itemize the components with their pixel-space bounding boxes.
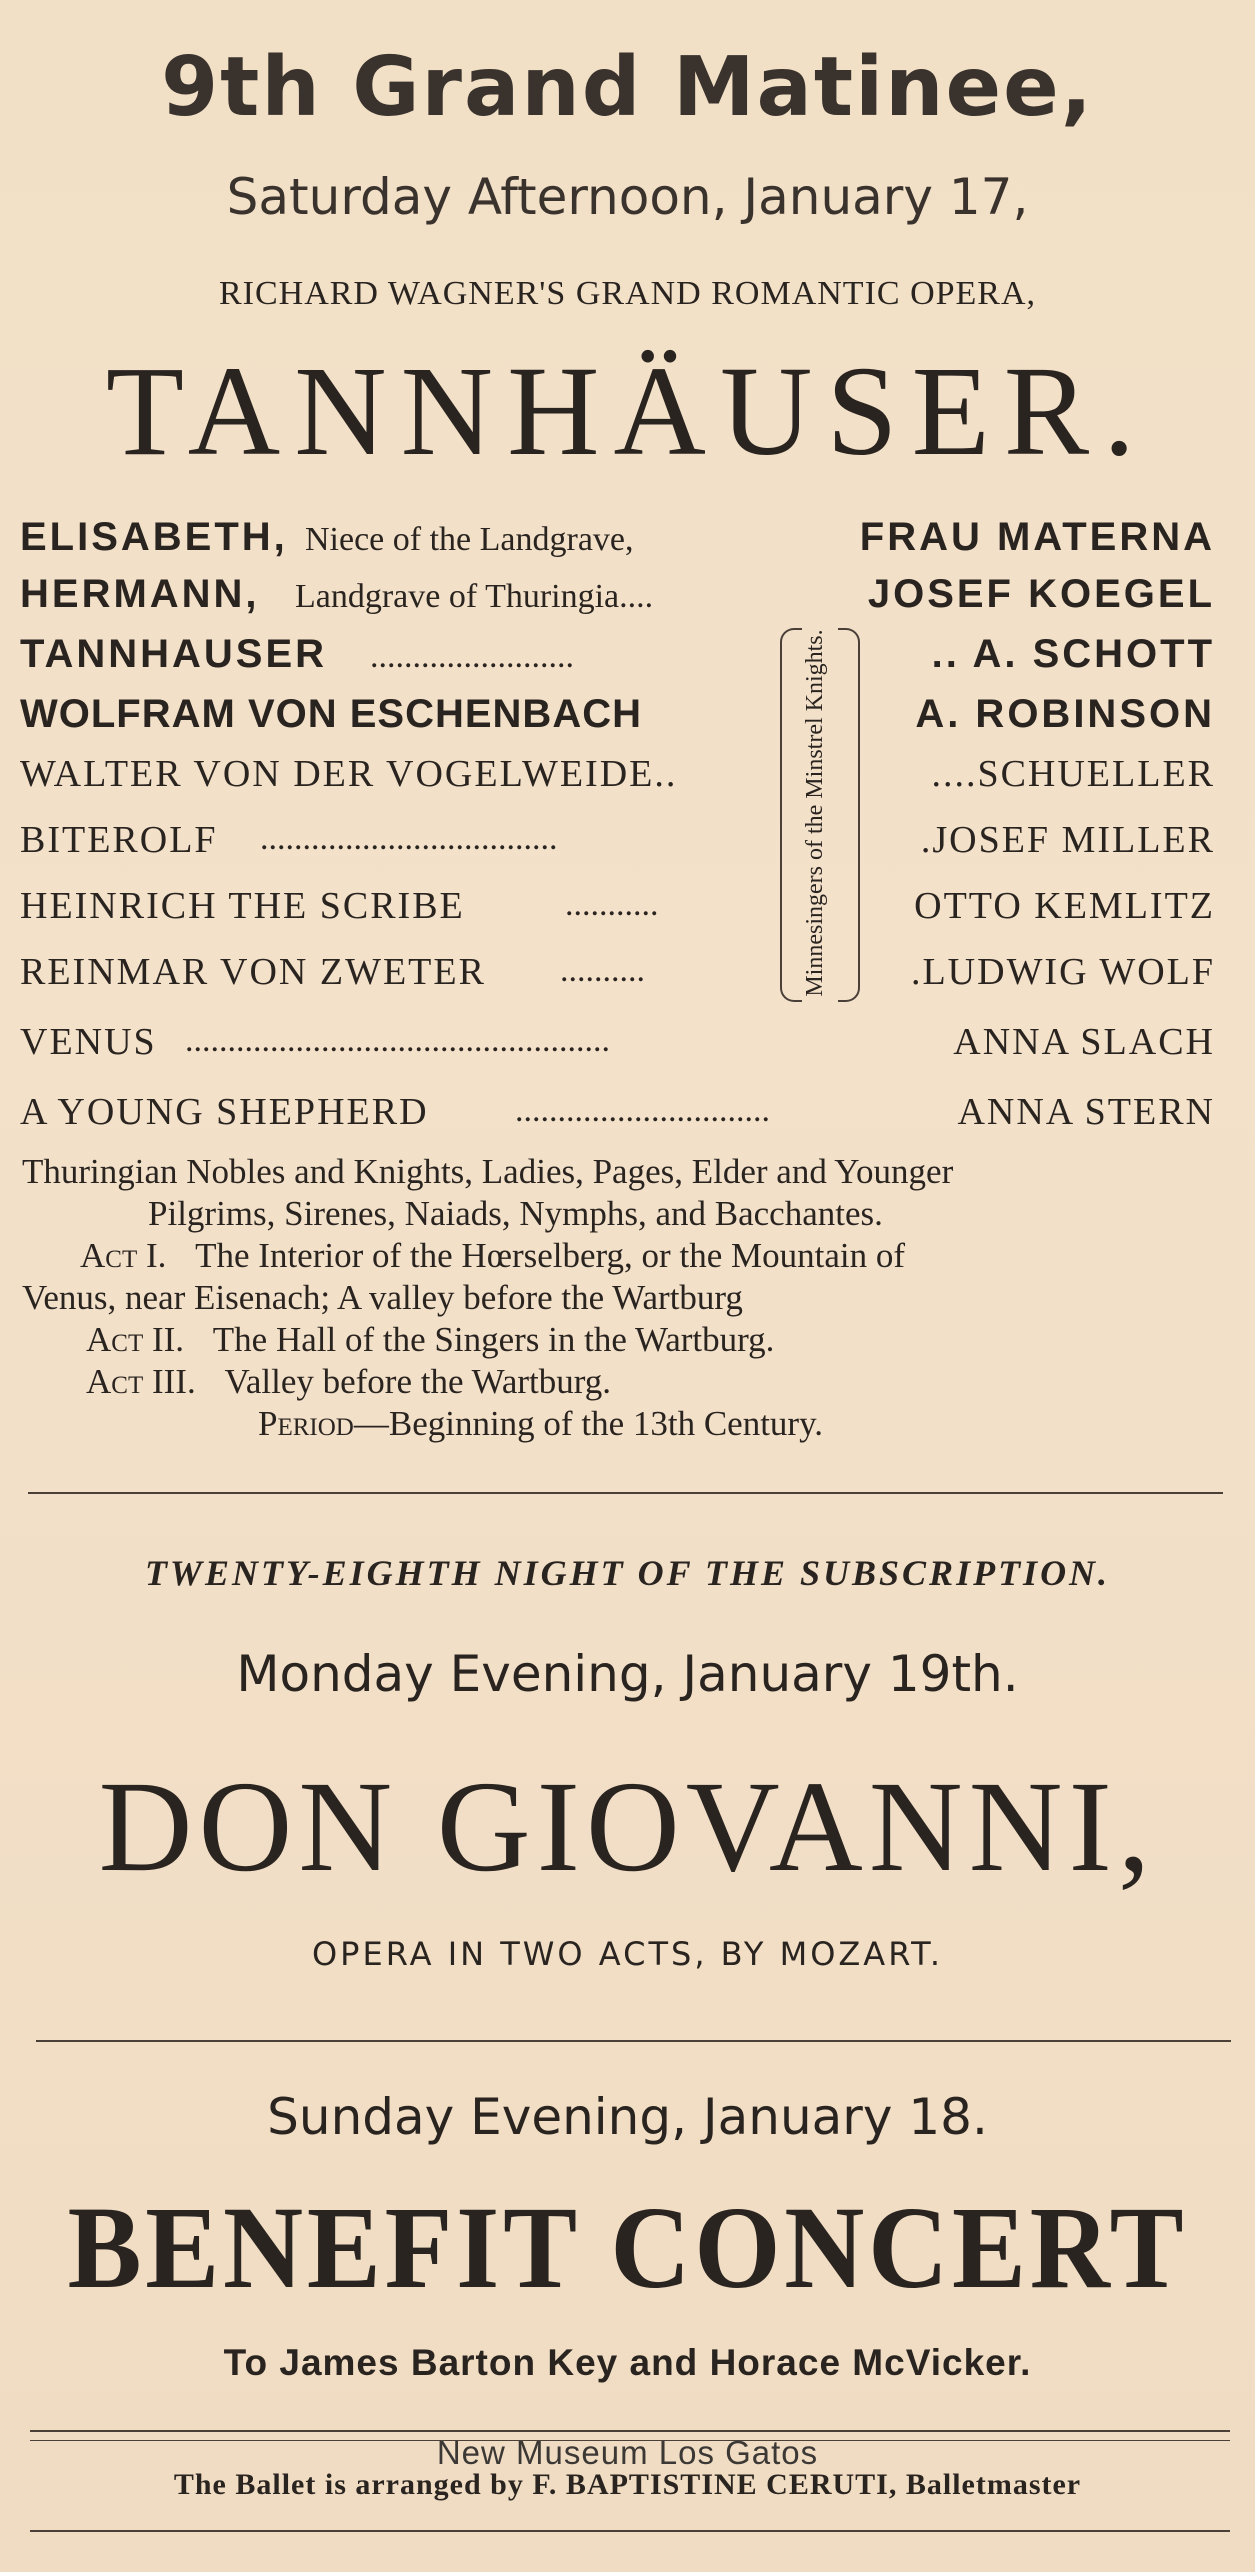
- minnesingers-label: Minnesingers of the Minstrel Knights.: [802, 629, 828, 997]
- benefit-date: Sunday Evening, January 18.: [267, 2088, 988, 2146]
- cast-role: WALTER VON DER VOGELWEIDE..: [20, 753, 678, 795]
- cast-row: [20, 515, 1215, 575]
- cast-dots: ........................: [370, 638, 574, 675]
- cast-role: HEINRICH THE SCRIBE: [20, 885, 465, 927]
- matinee-subtitle: RICHARD WAGNER'S GRAND ROMANTIC OPERA,: [218, 275, 1037, 312]
- period-text: —Beginning of the 13th Century.: [353, 1404, 824, 1443]
- cast-dots: ..........: [560, 952, 645, 989]
- cast-actor: .JOSEF MILLER: [920, 819, 1215, 861]
- cast-actor: OTTO KEMLITZ: [914, 885, 1215, 927]
- cast-dots: ...........: [565, 886, 659, 923]
- cast-row: [20, 632, 1215, 692]
- cast-actor: ANNA STERN: [957, 1091, 1215, 1133]
- left-brace: [780, 628, 802, 1002]
- divider: [28, 1492, 1223, 1494]
- cast-role: HERMANN,: [20, 572, 260, 616]
- chorus-line-2: Pilgrims, Sirenes, Naiads, Nymphs, and Bacchantes.: [148, 1194, 883, 1233]
- benefit-description: To James Barton Key and Horace McVicker.: [223, 2342, 1032, 2383]
- act3-row: [86, 1362, 611, 1402]
- cast-role: WOLFRAM VON ESCHENBACH: [20, 692, 642, 736]
- cast-actor: ANNA SLACH: [953, 1021, 1215, 1063]
- act1-continued: Venus, near Eisenach; A valley before the Wartburg: [22, 1278, 743, 1317]
- cast-role: TANNHAUSER: [20, 632, 328, 676]
- divider: [30, 2430, 1230, 2432]
- cast-actor: FRAU MATERNA: [859, 515, 1215, 559]
- cast-actor: A. ROBINSON: [915, 692, 1215, 736]
- cast-role: ELISABETH,: [20, 515, 288, 559]
- subscription-subtitle: TWENTY-EIGHTH NIGHT OF THE SUBSCRIPTION.: [144, 1553, 1111, 1593]
- matinee-heading: 9th Grand Matinee,: [161, 40, 1094, 135]
- cast-role-desc: Niece of the Landgrave,: [305, 521, 634, 558]
- don-description: OPERA IN TWO ACTS, BY MOZART.: [311, 1935, 944, 1973]
- divider: [36, 2040, 1231, 2042]
- act1-row: [80, 1236, 905, 1276]
- cast-actor: .LUDWIG WOLF: [910, 951, 1215, 993]
- act3-text: Valley before the Wartburg.: [224, 1362, 612, 1401]
- chorus-line-1: Thuringian Nobles and Knights, Ladies, Pages, Elder and Younger: [22, 1152, 954, 1191]
- cast-row: [20, 884, 1215, 944]
- cast-row: [20, 572, 1215, 632]
- cast-role-desc: Landgrave of Thuringia....: [295, 578, 654, 615]
- matinee-date: Saturday Afternoon, January 17,: [226, 168, 1029, 226]
- benefit-title: BENEFIT CONCERT: [67, 2182, 1188, 2313]
- cast-role: VENUS: [20, 1021, 157, 1063]
- act2-label: Act II.: [86, 1320, 185, 1359]
- cast-dots: ..................................................: [185, 1022, 610, 1059]
- cast-dots: ..............................: [515, 1092, 770, 1129]
- cast-row: [20, 1020, 1215, 1080]
- tannhauser-title: TANNHÄUSER.: [105, 340, 1150, 482]
- period-row: [258, 1404, 823, 1444]
- cast-row: [20, 818, 1215, 878]
- cast-dots: ...................................: [260, 820, 558, 857]
- act2-row: [86, 1320, 774, 1360]
- cast-actor: ....SCHUELLER: [931, 753, 1215, 795]
- period-label: Period: [258, 1404, 354, 1443]
- cast-row: [20, 1090, 1215, 1150]
- museum-watermark: New Museum Los Gatos: [436, 2434, 819, 2471]
- cast-role: A YOUNG SHEPHERD: [20, 1091, 429, 1133]
- act1-label: Act I.: [80, 1236, 167, 1275]
- cast-row: [20, 950, 1215, 1010]
- cast-role: BITEROLF: [20, 819, 218, 861]
- act1-text: The Interior of the Hœrselberg, or the Mountain of: [195, 1236, 905, 1275]
- cast-row: [20, 752, 1215, 812]
- act2-text: The Hall of the Singers in the Wartburg.: [212, 1320, 775, 1359]
- act3-label: Act III.: [86, 1362, 196, 1401]
- don-date: Monday Evening, January 19th.: [236, 1645, 1019, 1703]
- divider: [30, 2530, 1230, 2532]
- ballet-credit: The Ballet is arranged by F. BAPTISTINE CERUTI, Balletmaster: [173, 2468, 1082, 2501]
- cast-row: [20, 692, 1215, 752]
- cast-actor: JOSEF KOEGEL: [867, 572, 1215, 616]
- cast-role: REINMAR VON ZWETER: [20, 951, 486, 993]
- cast-actor: .. A. SCHOTT: [931, 632, 1215, 676]
- don-giovanni-title: DON GIOVANNI,: [98, 1755, 1157, 1899]
- right-brace: [838, 628, 860, 1002]
